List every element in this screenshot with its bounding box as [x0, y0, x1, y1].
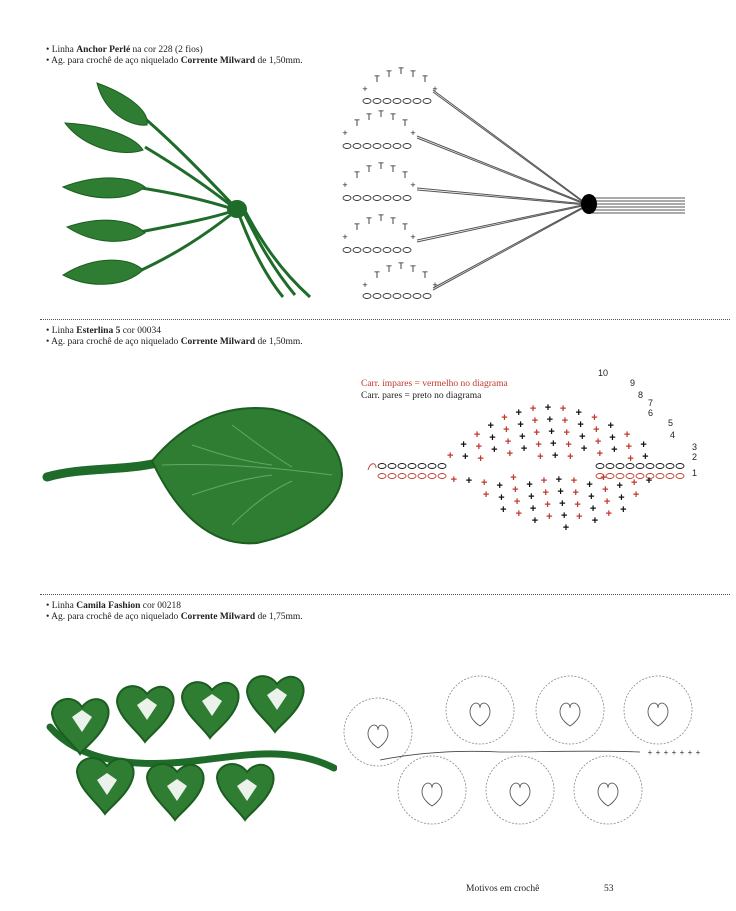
stitch-mark: + [623, 429, 631, 441]
stitch-mark: + [531, 415, 539, 427]
stitch-mark: + [625, 441, 633, 453]
stitch-mark: + [477, 453, 484, 465]
svg-text:T: T [398, 261, 404, 271]
stitch-mark: + [450, 474, 458, 486]
stitch-mark: + [645, 475, 653, 487]
stitch-mark: + [580, 443, 588, 455]
row-number: 5 [668, 418, 674, 428]
svg-text:T: T [354, 118, 360, 128]
svg-text:+: + [432, 84, 438, 94]
stitch-mark: + [642, 451, 649, 463]
stitch-mark: + [576, 511, 583, 523]
svg-text:+: + [687, 748, 693, 757]
stitch-mark: + [563, 427, 570, 439]
stitch-mark: + [515, 407, 522, 419]
svg-text:T: T [410, 69, 416, 79]
page-number: 53 [604, 884, 614, 894]
svg-text:T: T [378, 109, 384, 119]
stitch-mark: + [512, 484, 519, 496]
stitch-mark: + [500, 504, 507, 516]
stitch-mark: + [593, 424, 600, 436]
stitch-mark: + [544, 499, 551, 511]
stitch-mark: + [446, 450, 454, 462]
stitch-mark: + [561, 415, 569, 427]
row-number: 1 [692, 468, 698, 478]
stitch-mark: + [591, 412, 598, 424]
footer-title: Motivos em crochê [466, 884, 540, 894]
svg-text:T: T [402, 170, 408, 180]
stitch-mark: + [535, 439, 542, 451]
svg-text:T: T [354, 222, 360, 232]
svg-text:T: T [366, 164, 372, 174]
stitch-mark: + [596, 448, 604, 460]
stitch-mark: + [503, 424, 510, 436]
stitch-mark: + [487, 420, 494, 432]
svg-text:+: + [342, 232, 348, 242]
stitch-mark: + [570, 475, 578, 487]
stitch-mark: + [594, 436, 602, 448]
stitch-mark: + [603, 496, 611, 508]
svg-text:T: T [378, 213, 384, 223]
row-number: 8 [638, 390, 644, 400]
stitch-mark: + [510, 472, 517, 484]
svg-text:T: T [374, 270, 380, 280]
svg-text:T: T [422, 74, 428, 84]
svg-text:T: T [390, 112, 396, 122]
svg-text:T: T [386, 69, 392, 79]
stitch-mark: + [501, 412, 508, 424]
svg-text:T: T [366, 112, 372, 122]
stitch-mark: + [498, 492, 505, 504]
stitch-mark: + [559, 498, 566, 510]
stitch-mark: + [605, 508, 613, 520]
svg-text:T: T [402, 222, 408, 232]
gathering-knot-icon [581, 194, 597, 214]
stitch-mark: + [577, 419, 584, 431]
needle-spec: • Ag. para crochê de aço niquelado Corrente Milward de 1,50mm. [46, 56, 303, 66]
stitch-mark: + [546, 511, 553, 523]
stitch-mark: + [618, 492, 625, 504]
stitch-mark: + [506, 448, 514, 460]
stitch-mark: + [589, 503, 597, 515]
stitch-mark: + [600, 472, 607, 484]
thread-spec: • Linha Camila Fashion cor 00218 [46, 601, 182, 611]
stitch-mark: + [540, 475, 548, 487]
row-number: 9 [630, 378, 636, 388]
stitch-mark: + [544, 402, 552, 414]
stitch-mark: + [481, 477, 488, 489]
stitch-mark: + [475, 441, 483, 453]
stitch-mark: + [504, 436, 512, 448]
stitch-mark: + [588, 491, 595, 503]
leaf-vine-photo [42, 672, 337, 837]
stitch-mark: + [496, 480, 503, 492]
stitch-mark: + [609, 432, 616, 444]
row-number: 2 [692, 452, 698, 462]
svg-text:T: T [402, 118, 408, 128]
stitch-mark: + [542, 487, 549, 499]
stitch-mark: + [640, 439, 647, 451]
stitch-mark: + [515, 508, 523, 520]
svg-text:T: T [410, 264, 416, 274]
thread-spec: • Linha Anchor Perlé na cor 228 (2 fios) [46, 45, 203, 55]
stitch-mark: + [482, 489, 490, 501]
materials-list-3 [46, 601, 303, 623]
stitch-mark: + [462, 451, 469, 463]
svg-text:+: + [695, 748, 701, 757]
stitch-mark: + [555, 474, 563, 486]
stitch-mark: + [529, 403, 537, 415]
stitch-mark: + [537, 451, 544, 463]
stitch-mark: + [519, 431, 526, 443]
leaf-spray-diagram [335, 62, 705, 307]
svg-text:T: T [422, 270, 428, 280]
row-number: 6 [648, 408, 654, 418]
section-divider [40, 594, 730, 595]
stitch-mark: + [529, 503, 537, 515]
stitch-mark: + [533, 427, 540, 439]
stitch-mark: + [579, 431, 586, 443]
thread-spec: • Linha Esterlina 5 cor 00034 [46, 326, 161, 336]
needle-spec: • Ag. para crochê de aço niquelado Corrente Milward de 1,75mm. [46, 612, 303, 622]
svg-text:+: + [342, 128, 348, 138]
stitch-mark: + [557, 486, 564, 498]
stitch-mark: + [550, 438, 557, 450]
svg-text:T: T [366, 216, 372, 226]
stitch-mark: + [520, 443, 528, 455]
stitch-mark: + [616, 480, 623, 492]
stitch-mark: + [473, 429, 481, 441]
row-number: 10 [598, 368, 609, 378]
stitch-mark: + [631, 477, 638, 489]
needle-spec: • Ag. para crochê de aço niquelado Corrente Milward de 1,50mm. [46, 337, 303, 347]
materials-list-1 [46, 45, 303, 67]
stitch-mark: + [572, 487, 579, 499]
svg-text:+: + [655, 748, 661, 757]
svg-text:+: + [410, 128, 416, 138]
row-number: 7 [648, 398, 654, 408]
stitch-mark: + [562, 522, 570, 534]
leaf-spray-photo [55, 75, 335, 300]
stitch-mark: + [574, 499, 581, 511]
svg-text:T: T [390, 164, 396, 174]
svg-text:T: T [398, 66, 404, 76]
stitch-mark: + [627, 453, 634, 465]
legend-odd-rows: Carr. ímpares = vermelho no diagrama [361, 379, 508, 389]
svg-text:T: T [374, 74, 380, 84]
stitch-mark: + [559, 403, 567, 415]
stitch-mark: + [526, 479, 533, 491]
section-divider [40, 319, 730, 320]
svg-text:+: + [663, 748, 669, 757]
svg-text:+: + [362, 84, 368, 94]
svg-text:T: T [390, 216, 396, 226]
stitch-mark: + [548, 426, 555, 438]
svg-text:+: + [362, 280, 368, 290]
svg-text:+: + [410, 180, 416, 190]
svg-text:+: + [679, 748, 685, 757]
svg-text:T: T [354, 170, 360, 180]
single-leaf-photo [42, 395, 352, 555]
stitch-mark: + [567, 451, 574, 463]
materials-list-2 [46, 326, 303, 348]
svg-text:+: + [410, 232, 416, 242]
stitch-mark: + [591, 515, 599, 527]
stitch-mark: + [602, 484, 609, 496]
stitch-mark: + [546, 414, 554, 426]
stitch-mark: + [620, 504, 627, 516]
stitch-mark: + [491, 444, 498, 456]
svg-text:T: T [386, 264, 392, 274]
stitch-mark: + [611, 444, 618, 456]
stitch-mark: + [513, 496, 521, 508]
svg-text:+: + [671, 748, 677, 757]
stitch-mark: + [528, 491, 535, 503]
stitch-mark: + [632, 489, 640, 501]
stitch-mark: + [489, 432, 496, 444]
stitch-mark: + [460, 439, 467, 451]
stitch-mark: + [565, 439, 572, 451]
svg-text:+: + [342, 180, 348, 190]
stitch-mark: + [607, 420, 614, 432]
leaf-vine-diagram [340, 672, 710, 847]
svg-text:+: + [432, 280, 438, 290]
single-leaf-diagram [360, 368, 710, 578]
stitch-mark: + [517, 419, 524, 431]
stitch-mark: + [465, 475, 473, 487]
stitch-mark: + [560, 510, 568, 522]
legend-even-rows: Carr. pares = preto no diagrama [361, 391, 482, 401]
stitch-mark: + [551, 450, 559, 462]
stitch-mark: + [575, 407, 582, 419]
svg-text:T: T [378, 161, 384, 171]
row-number: 4 [670, 430, 676, 440]
row-number: 3 [692, 442, 698, 452]
stitch-mark: + [531, 515, 539, 527]
stitch-mark: + [586, 479, 593, 491]
svg-text:+: + [647, 748, 653, 757]
